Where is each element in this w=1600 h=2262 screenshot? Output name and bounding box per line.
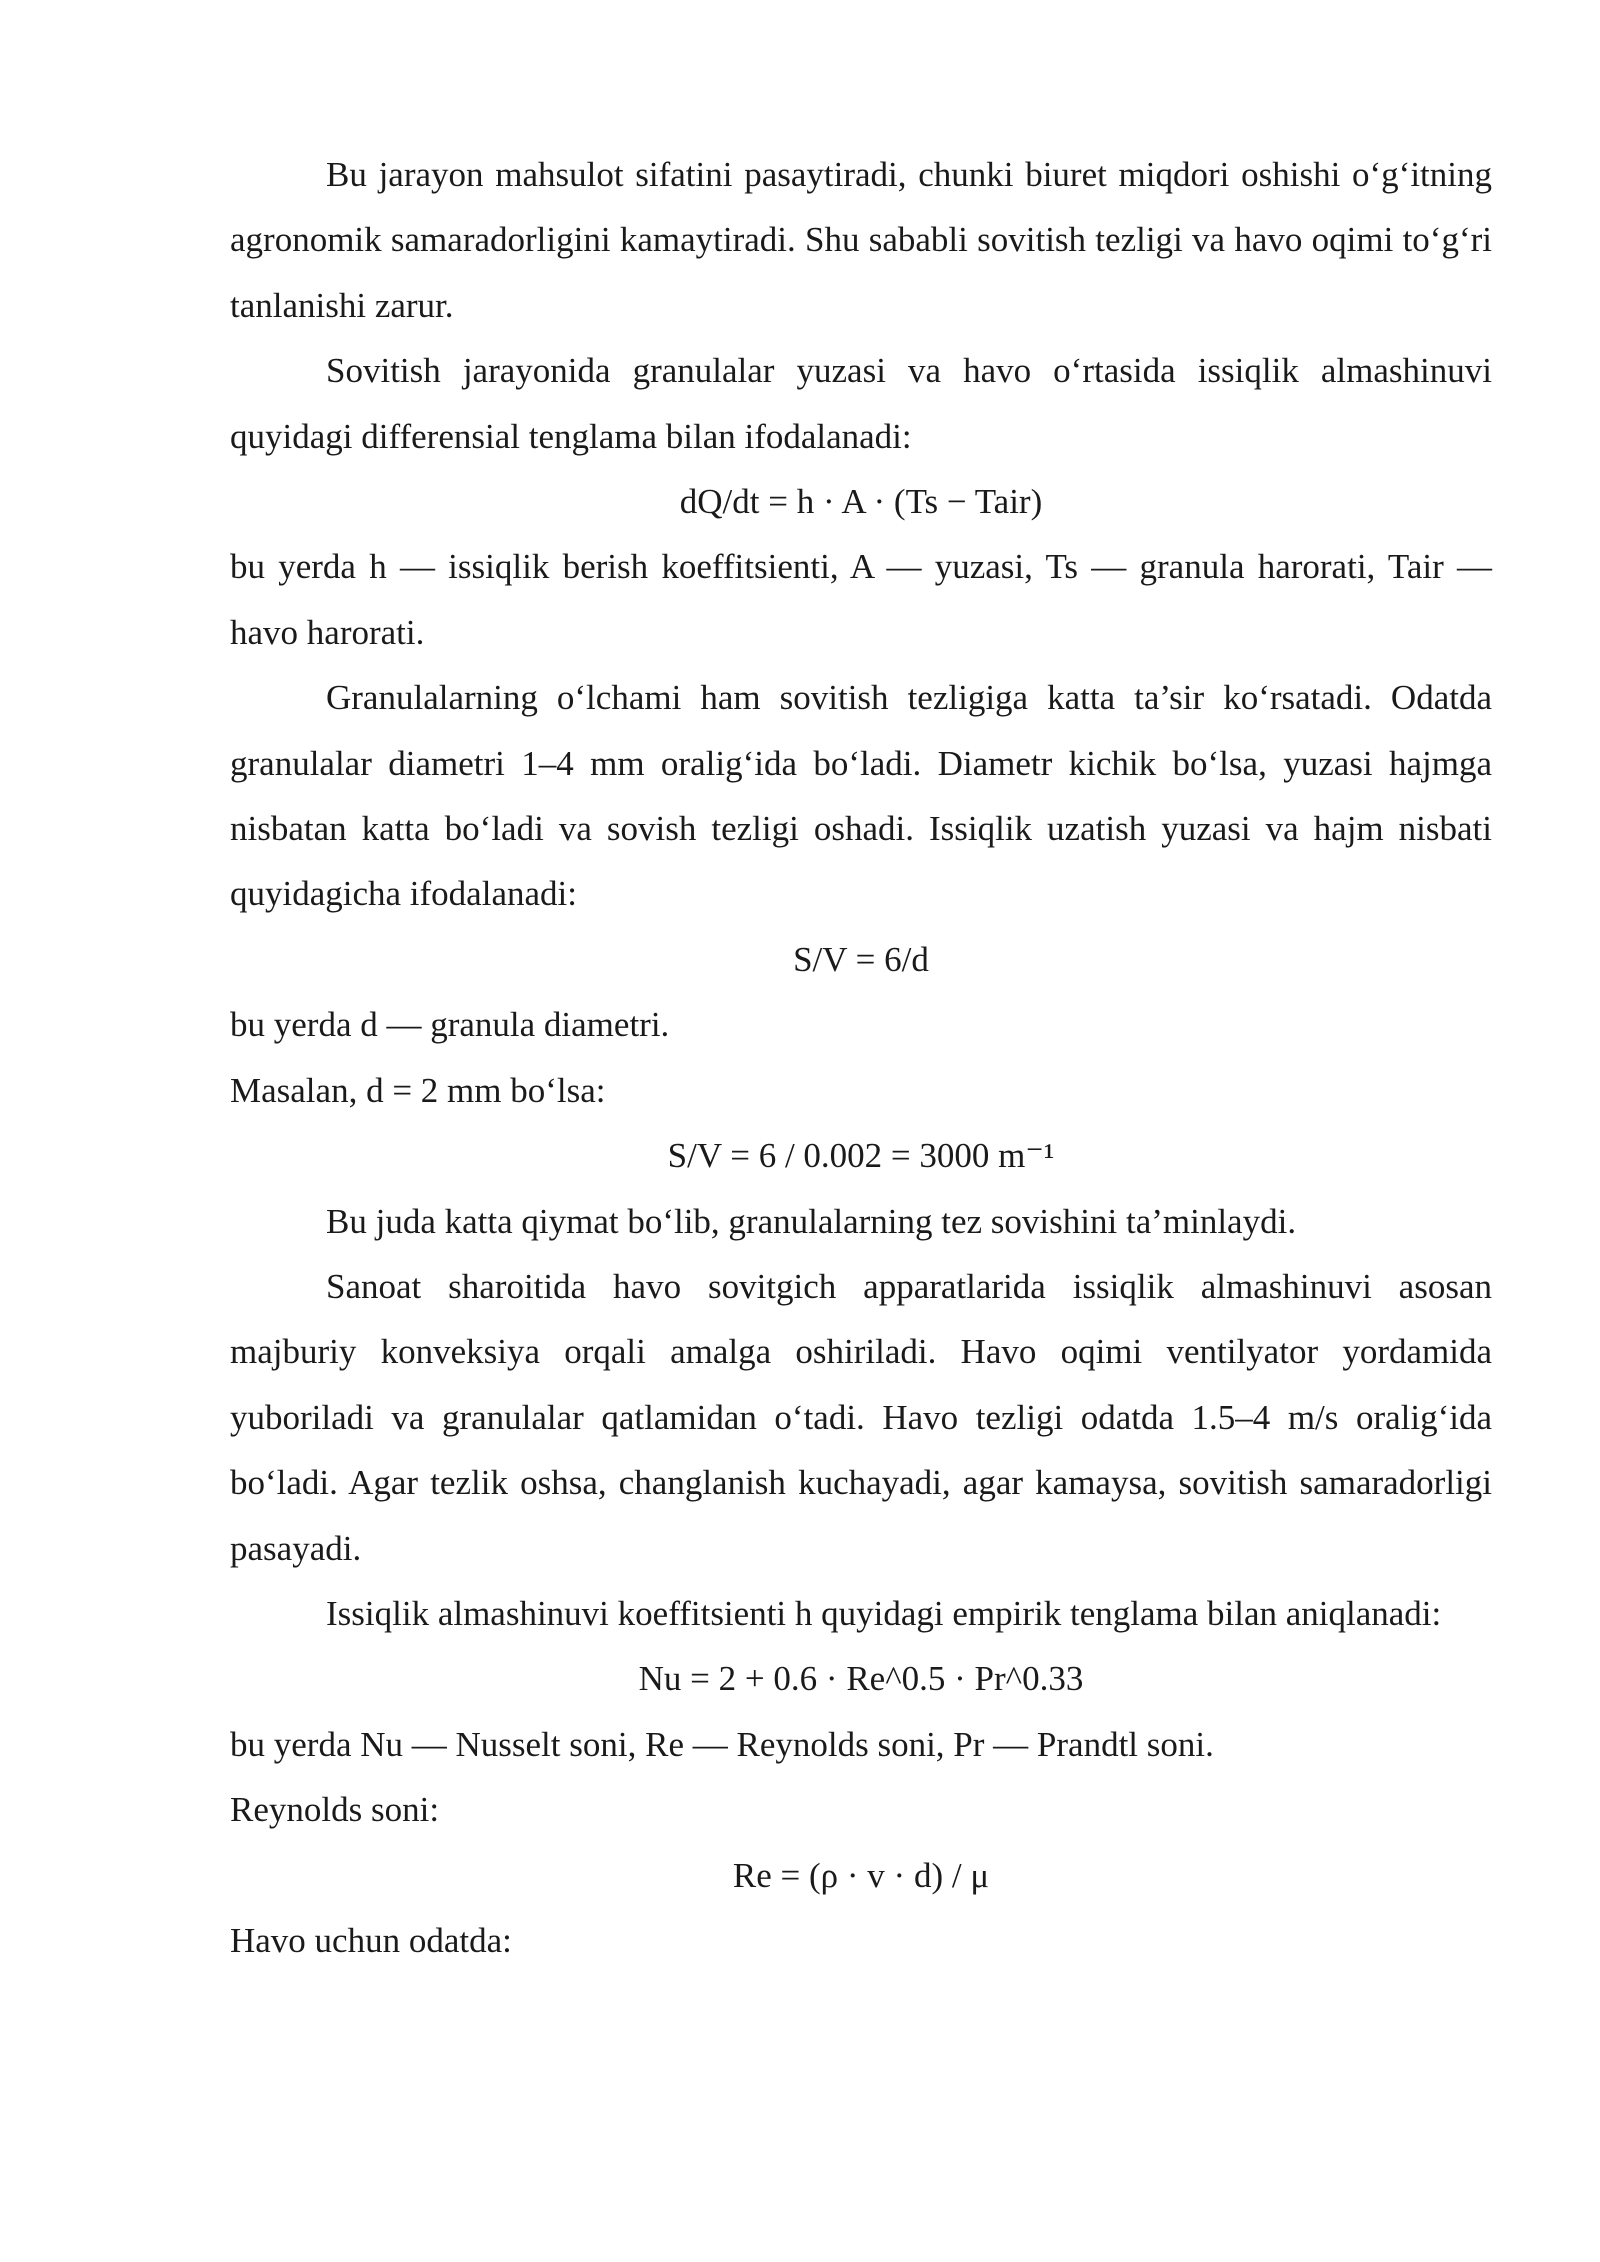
- paragraph-example-intro: Masalan, d = 2 mm boʻlsa:: [230, 1070, 606, 1110]
- paragraph-forced-convection: Sanoat sharoitida havo sovitgich apparatlarida issiqlik almashinuvi asosan majburiy konveksiya orqali amalga oshiriladi. Havo oqimi ventilyator yordamida yuboriladi va granulalar qatlamidan oʻtadi. Havo tezligi odatda 1.5–4 m/s oraligʻida boʻladi. Agar tezlik oshsa, changlanish kuchayadi, agar kamaysa, sovitish samaradorligi pasayadi.: [230, 1266, 1492, 1568]
- paragraph-heat-flow-legend: bu yerda h — issiqlik berish koeffitsienti, A — yuzasi, Ts — granula harorati, Tair — havo harorati.: [230, 547, 1492, 652]
- paragraph-large-value: Bu juda katta qiymat boʻlib, granulalarning tez sovishini ta’minlaydi.: [326, 1201, 1297, 1241]
- paragraph-heat-exchange-intro: Sovitish jarayonida granulalar yuzasi va havo oʻrtasida issiqlik almashinuvi quyidagi differensial tenglama bilan ifodalanadi:: [230, 351, 1492, 456]
- paragraph-air-typical: Havo uchun odatda:: [230, 1920, 512, 1960]
- paragraph-biuret-quality: Bu jarayon mahsulot sifatini pasaytiradi, chunki biuret miqdori oshishi oʻgʻitning agronomik samaradorligini kamaytiradi. Shu sababli sovitish tezligi va havo oqimi toʻgʻri tanlanishi zarur.: [230, 155, 1492, 325]
- paragraph-granule-size: Granulalarning oʻlchami ham sovitish tezligiga katta ta’sir koʻrsatadi. Odatda granulalar diametri 1–4 mm oraligʻida boʻladi. Diametr kichik boʻlsa, yuzasi hajmga nisbatan katta boʻladi va sovish tezligi oshadi. Issiqlik uzatish yuzasi va hajm nisbati quyidagicha ifodalanadi:: [230, 678, 1492, 914]
- paragraph-empirical-intro: Issiqlik almashinuvi koeffitsienti h quyidagi empirik tenglama bilan aniqlanadi:: [326, 1593, 1442, 1633]
- document-body: [230, 142, 1492, 1973]
- formula-surface-volume: S/V = 6/d: [793, 939, 929, 979]
- paragraph-reynolds-intro: Reynolds soni:: [230, 1790, 440, 1830]
- formula-nusselt: Nu = 2 + 0.6 · Re^0.5 · Pr^0.33: [638, 1659, 1084, 1699]
- formula-heat-flow: dQ/dt = h · A · (Ts − Tair): [679, 482, 1043, 522]
- formula-reynolds: Re = (ρ · v · d) / μ: [732, 1855, 990, 1895]
- paragraph-diameter-legend: bu yerda d — granula diametri.: [230, 1005, 670, 1045]
- paragraph-nusselt-legend: bu yerda Nu — Nusselt soni, Re — Reynolds soni, Pr — Prandtl soni.: [230, 1724, 1214, 1764]
- formula-surface-volume-example: S/V = 6 / 0.002 = 3000 m⁻¹: [667, 1136, 1055, 1176]
